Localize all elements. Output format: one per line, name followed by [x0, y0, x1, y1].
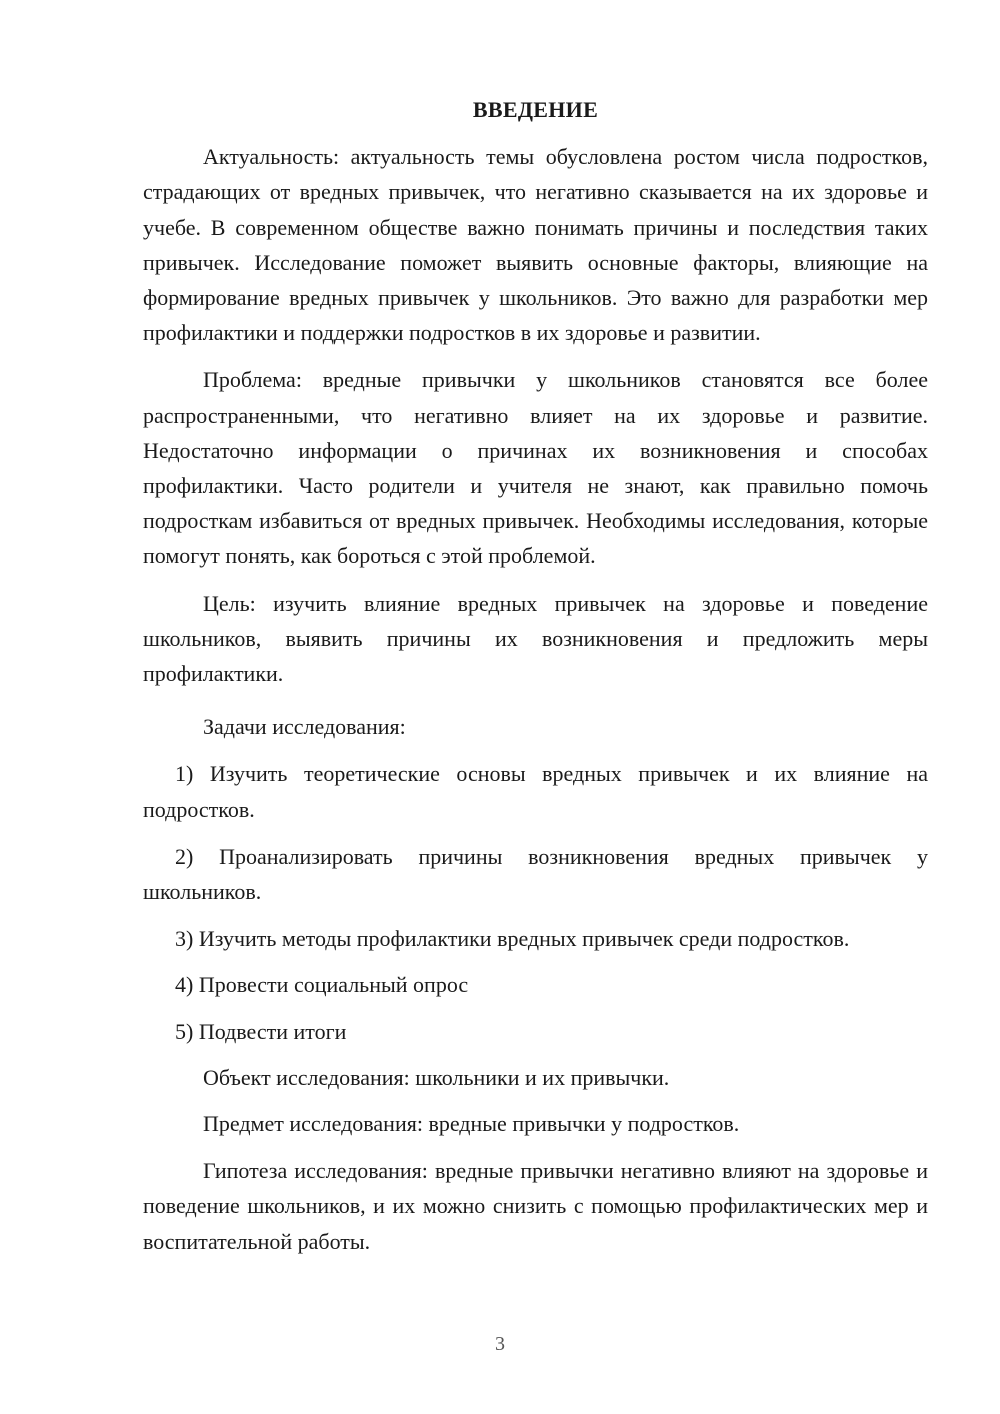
paragraph-subject: Предмет исследования: вредные привычки у подростков. — [203, 1111, 740, 1137]
task-item-4: 4) Провести социальный опрос — [175, 972, 469, 998]
task-item-3: 3) Изучить методы профилактики вредных привычек среди подростков. — [175, 926, 850, 952]
task-item-1: 1) Изучить теоретические основы вредных привычек и их влияние на подростков. — [143, 761, 928, 822]
tasks-heading: Задачи исследования: — [203, 714, 406, 740]
paragraph-object: Объект исследования: школьники и их привычки. — [203, 1064, 670, 1090]
task-item-5: 5) Подвести итоги — [175, 1018, 347, 1044]
page-number: 3 — [495, 1333, 505, 1355]
paragraph-problem: Проблема: вредные привычки у школьников становятся все более распространенными, что негативно влияет на их здоровье и развитие. Недостаточно информации о причинах их возникновения и способах профилактики. Часто родители и учителя не знают, как правильно помочь подросткам избавиться от вредных привычек. Необходимы исследования, которые помогут понять, как бороться с этой проблемой. — [143, 367, 928, 569]
paragraph-hypothesis: Гипотеза исследования: вредные привычки негативно влияют на здоровье и поведение школьников, и их можно снизить с помощью профилактических мер и воспитательной работы. — [143, 1158, 928, 1254]
document-page — [143, 92, 928, 1259]
paragraph-relevance: Актуальность: актуальность темы обусловлена ростом числа подростков, страдающих от вредных привычек, что негативно сказывается на их здоровье и учебе. В современном обществе важно понимать причины и последствия таких привычек. Исследование поможет выявить основные факторы, влияющие на формирование вредных привычек у школьников. Это важно для разработки мер профилактики и поддержки подростков в их здоровье и развитии. — [143, 144, 928, 346]
section-title: ВВЕДЕНИЕ — [472, 97, 599, 122]
paragraph-goal: Цель: изучить влияние вредных привычек на здоровье и поведение школьников, выявить причины их возникновения и предложить меры профилактики. — [143, 590, 928, 687]
task-item-2: 2) Проанализировать причины возникновения вредных привычек у школьников. — [143, 843, 928, 905]
